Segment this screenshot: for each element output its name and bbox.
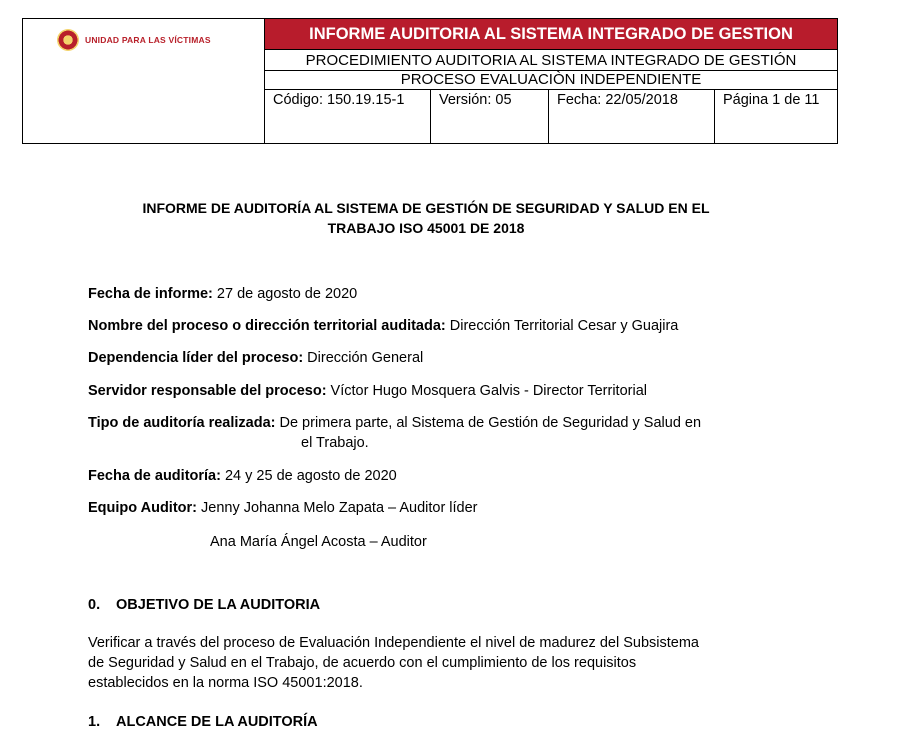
section-title: OBJETIVO DE LA AUDITORIA	[116, 597, 321, 613]
field-value: De primera parte, al Sistema de Gestión de Seguridad y Salud en	[275, 415, 702, 431]
document-title-line1: INFORME DE AUDITORÍA AL SISTEMA DE GESTIÓN DE SEGURIDAD Y SALUD EN EL	[142, 200, 710, 216]
field-label: Servidor responsable del proceso:	[88, 383, 327, 399]
field-process	[88, 316, 678, 336]
header-version: Versión: 05	[431, 89, 549, 143]
header-meta-row	[265, 89, 837, 143]
field-dependency	[88, 348, 423, 368]
field-value: Jenny Johanna Melo Zapata – Auditor líder	[197, 500, 478, 516]
paragraph-line: de Seguridad y Salud en el Trabajo, de acuerdo con el cumplimiento de los requisitos	[88, 655, 637, 671]
header-date: Fecha: 22/05/2018	[549, 89, 715, 143]
field-label: Fecha de informe:	[88, 286, 213, 302]
paragraph-line: Verificar a través del proceso de Evaluación Independiente el nivel de madurez del Subsistema	[88, 635, 699, 651]
section-title: ALCANCE DE LA AUDITORÍA	[116, 714, 318, 730]
document-title-line2: TRABAJO ISO 45001 DE 2018	[327, 220, 525, 236]
field-label: Tipo de auditoría realizada:	[88, 415, 276, 431]
logo-cell	[23, 19, 265, 143]
section-number: 0.	[88, 597, 101, 613]
header-page: Página 1 de 11	[723, 92, 820, 108]
field-team-member2: Ana María Ángel Acosta – Auditor	[210, 534, 427, 550]
section-number: 1.	[88, 714, 101, 730]
field-label: Equipo Auditor:	[88, 500, 197, 516]
field-value: 27 de agosto de 2020	[212, 286, 358, 302]
field-value: Víctor Hugo Mosquera Galvis - Director Territorial	[326, 383, 647, 399]
field-value: Dirección Territorial Cesar y Guajira	[445, 318, 679, 334]
paragraph-line: establecidos en la norma ISO 45001:2018.	[88, 675, 363, 691]
document-header-table	[22, 18, 838, 144]
field-label: Nombre del proceso o dirección territorial auditada:	[88, 318, 446, 334]
field-audit-date	[88, 466, 397, 486]
header-procedure: PROCEDIMIENTO AUDITORIA AL SISTEMA INTEGRADO DE GESTIÓN	[265, 49, 837, 71]
field-report-date	[88, 284, 357, 304]
field-label: Dependencia líder del proceso:	[88, 350, 304, 366]
header-title: INFORME AUDITORIA AL SISTEMA INTEGRADO DE GESTION	[265, 19, 837, 49]
section-0-heading	[88, 597, 320, 613]
logo-text: UNIDAD PARA LAS VÍCTIMAS	[85, 35, 211, 45]
field-label: Fecha de auditoría:	[88, 468, 221, 484]
section-1-heading	[88, 714, 318, 730]
logo	[57, 29, 211, 51]
header-code: Código: 150.19.15-1	[265, 89, 431, 143]
document-title	[70, 198, 782, 238]
field-responsible	[88, 381, 647, 401]
field-audit-type-cont: el Trabajo.	[301, 435, 369, 451]
colombia-seal-icon	[57, 29, 79, 51]
header-process: PROCESO EVALUACIÒN INDEPENDIENTE	[265, 70, 837, 90]
field-audit-type	[88, 413, 701, 433]
field-value: 24 y 25 de agosto de 2020	[220, 468, 397, 484]
field-value: Dirección General	[303, 350, 424, 366]
field-team	[88, 498, 478, 518]
section-0-paragraph	[88, 633, 768, 693]
